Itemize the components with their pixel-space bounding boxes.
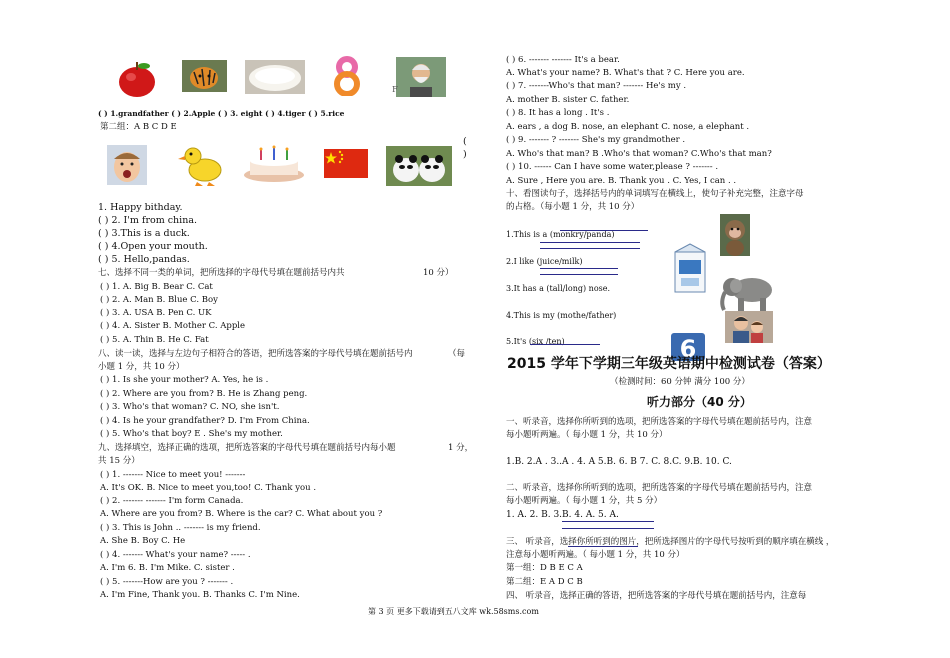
boy-mouth-open-image <box>107 145 147 185</box>
group-two-letters: 第二组：A B C D E <box>100 122 177 132</box>
match-item: ( ) 3.This is a duck. <box>98 228 190 239</box>
choice-line: A. What's your name? B. What's that ? C. Here you are. <box>506 68 745 78</box>
china-flag-image <box>324 149 368 178</box>
section-8-item: ( ) 1. Is she your mother? A. Yes, he is . <box>100 375 269 385</box>
q2-answers: 1. A. 2. B. 3.B. 4. A. 5. A. <box>506 510 619 520</box>
section-8-item: ( ) 4. Is he your grandfather? D. I'm From China. <box>100 416 310 426</box>
section-7-item: ( ) 1. A. Big B. Bear C. Cat <box>100 282 213 292</box>
blank-line <box>560 230 648 231</box>
grandfather-image <box>396 57 446 97</box>
section-9-points-cont: 共 15 分） <box>98 456 140 466</box>
choice-line: A. Sure , Here you are. B. Thank you . C. Yes, I can . . <box>506 176 737 186</box>
elephant-image <box>714 272 782 312</box>
choice-line: ( ) 8. It has a long . It's . <box>506 108 610 118</box>
milk-carton-image <box>673 242 709 294</box>
blank-line <box>540 274 618 275</box>
blank-line <box>540 242 640 243</box>
section-9-points: 1 分， <box>448 443 474 453</box>
section-7-item: ( ) 4. A. Sister B. Mother C. Apple <box>100 321 246 331</box>
section-9-line: ( ) 1. ------- Nice to meet you! ------- <box>100 470 246 480</box>
image-letter-f: F <box>392 85 398 95</box>
q3-group-two: 第二组：E A D C B <box>506 577 583 587</box>
section-8-item: ( ) 5. Who's that boy? E . She's my mother. <box>100 429 283 439</box>
blank-line <box>530 344 600 345</box>
choice-line: ( ) 10. ------ Can I have some water,please ? ------- . <box>506 162 719 172</box>
choice-line: ( ) 9. ------- ? ------- She's my grandmother . <box>506 135 686 145</box>
match-item: ( ) 4.Open your mouth. <box>98 241 208 252</box>
section-9-line: ( ) 3. This is John .. ------- is my friend. <box>100 523 261 533</box>
fill-item: 3.It has a (tall/long) nose. <box>506 284 611 293</box>
q1-instruction: 一、听录音，选择你所听到的选项，把所选答案的字母代号填在题前括号内，注意 <box>506 417 813 427</box>
rice-image <box>245 60 305 94</box>
section-7-points: 10 分） <box>423 268 454 278</box>
q2-instruction-cont: 每小题听两遍。（ 每小题 1 分，共 5 分） <box>506 496 663 506</box>
tiger-image <box>182 60 227 92</box>
q1-instruction-cont: 每小题听两遍。（ 每小题 1 分，共 10 分） <box>506 430 668 440</box>
match-item: ( ) 5. Hello,pandas. <box>98 254 190 265</box>
section-7-item: ( ) 5. A. Thin B. He C. Fat <box>100 335 209 345</box>
section-8-header: 八、读一读，选择与左边句子相符合的答语，把所选答案的字母代号填在题前括号内 <box>98 349 413 359</box>
choice-line: A. mother B. sister C. father. <box>506 95 630 105</box>
section-9-line: A. I'm Fine, Thank you. B. Thanks C. I'm Nine. <box>100 590 300 600</box>
q4-instruction: 四、 听录音，选择正确的答语，把所选答案的字母代号填在题前括号内，注意每 <box>506 591 807 601</box>
monkey-image <box>720 214 750 256</box>
duck-image <box>177 142 227 187</box>
section-8-item: ( ) 2. Where are you from? B. He is Zhang peng. <box>100 389 308 399</box>
match-item: 1. Happy bithday. <box>98 202 183 213</box>
svg-text:6: 6 <box>679 335 697 361</box>
section-9-line: A. She B. Boy C. He <box>100 536 186 546</box>
blank-line <box>540 268 618 269</box>
page-footer: 第 3 页 更多下载请到五八文库 wk.58sms.com <box>368 607 539 616</box>
section-9-line: A. Where are you from? B. Where is the car? C. What about you ? <box>100 509 383 519</box>
choice-line: A. ears , a dog B. nose, an elephant C. nose, a elephant . <box>506 122 750 132</box>
q3-instruction: 三、 听录音，选择你所听到的图片，把所选择图片的字母代号按听到的顺序填在横线 ， <box>506 537 835 547</box>
section-8-points: （每 <box>448 349 466 359</box>
paren-close: ) <box>463 149 467 160</box>
answer-underline <box>562 528 654 529</box>
q1-answers: 1.B. 2.A . 3..A . 4. A 5.B. 6. B 7. C. 8.C. 9.B. 10. C. <box>506 457 732 467</box>
q3-instruction-cont: 注意每小题听两遍。（ 每小题 1 分，共 10 分） <box>506 550 685 560</box>
fill-item: 5.It's (six /ten) <box>506 337 565 346</box>
birthday-cake-image <box>240 145 308 183</box>
match-item: ( ) 2. I'm from china. <box>98 215 198 226</box>
q2-instruction: 二、听录音，选择你所听到的选项，把所选答案的字母代号填在题前括号内，注意 <box>506 483 813 493</box>
fill-item: 4.This is my (mothe/father) <box>506 311 617 320</box>
fill-item: 1.This is a (monkry/panda) <box>506 230 615 239</box>
section-10-header: 十、看图读句子，选择括号内的单词填写在横线上，使句子补充完整，注意字母 <box>506 189 804 199</box>
section-9-header: 九、选择填空，选择正确的选项，把所选答案的字母代号填在题前括号内每小题 <box>98 443 396 453</box>
choice-line: ( ) 7. -------Who's that man? ------- He's my . <box>506 81 687 91</box>
fill-item: 2.I like (juice/milk) <box>506 257 583 266</box>
section-9-line: A. It's OK. B. Nice to meet you,too! C. Thank you . <box>100 483 317 493</box>
listening-title: 听力部分（40 分） <box>647 395 752 409</box>
section-10-sub: 的占格。（每小题 1 分，共 10 分） <box>506 202 640 212</box>
blank-line <box>540 248 640 249</box>
section-7-item: ( ) 3. A. USA B. Pen C. UK <box>100 308 212 318</box>
paren-open: ( <box>463 136 467 147</box>
section-9-line: ( ) 4. ------- What's your name? ----- . <box>100 550 251 560</box>
section-7-item: ( ) 2. A. Man B. Blue C. Boy <box>100 295 218 305</box>
section-9-line: ( ) 5. -------How are you ? ------- . <box>100 577 234 587</box>
choice-line: ( ) 6. ------- ------- It's a bear. <box>506 55 620 65</box>
section-8-item: ( ) 3. Who's that woman? C. NO, she isn't. <box>100 402 280 412</box>
father-child-image <box>725 311 773 343</box>
section-7-header: 七、选择不同一类的单词，把所选择的字母代号填在题前括号内共 <box>98 268 345 278</box>
q3-group-one: 第一组：D B E C A <box>506 563 583 573</box>
choice-line: A. Who's that man? B .Who's that woman? C.Who's that man? <box>506 149 772 159</box>
section-8-points-cont: 小题 1 分，共 10 分） <box>98 362 185 372</box>
apple-image <box>112 58 162 98</box>
picture-word-labels: ( ) 1.grandfather ( ) 2.Apple ( ) 3. eight ( ) 4.tiger ( ) 5.rice <box>98 109 345 118</box>
answer-title: 2015 学年下学期三年级英语期中检测试卷（答案） <box>507 356 831 372</box>
answer-subtitle: （检测时间：60 分钟 满分 100 分） <box>610 377 750 387</box>
section-9-line: ( ) 2. ------- ------- I'm form Canada. <box>100 496 244 506</box>
answer-underline <box>562 521 654 522</box>
number-eight-image <box>328 56 366 96</box>
section-9-line: A. I'm 6. B. I'm Mike. C. sister . <box>100 563 235 573</box>
answer-underline <box>568 546 638 547</box>
pandas-image <box>386 146 452 186</box>
